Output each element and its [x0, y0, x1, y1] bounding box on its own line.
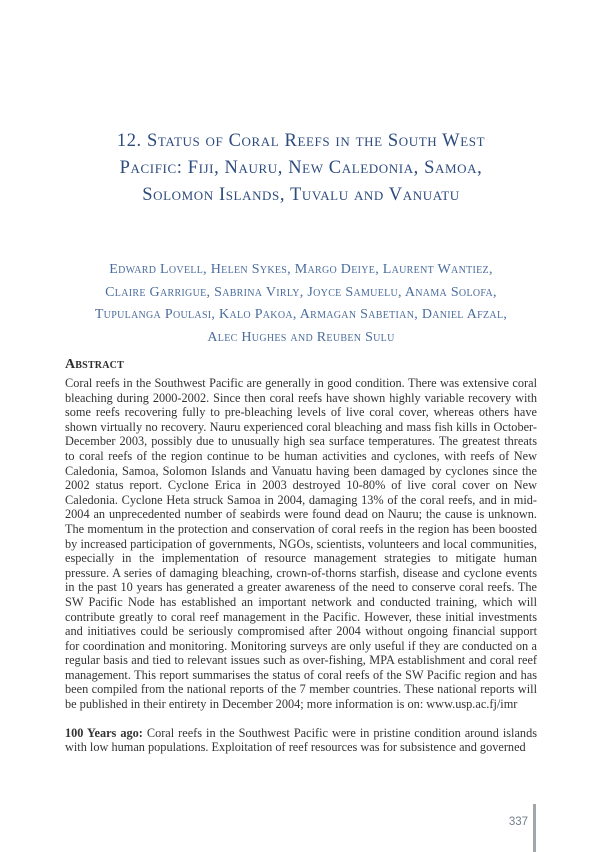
title-line-1: 12. Status of Coral Reefs in the South West: [116, 131, 486, 151]
footer-rule: [533, 804, 536, 852]
author-line-1: Edward Lovell, Helen Sykes, Margo Deiye, Laurent Wantiez,: [109, 262, 493, 277]
page-title: [65, 128, 537, 209]
author-line-4: Alec Hughes and Reuben Sulu: [207, 329, 395, 345]
title-line-3: Solomon Islands, Tuvalu and Vanuatu: [142, 185, 460, 205]
paragraph-lead: 100 Years ago:: [65, 725, 143, 740]
authors-block: [65, 259, 537, 349]
page-number: 337: [508, 816, 528, 828]
abstract-body: Coral reefs in the Southwest Pacific are generally in good condition. There was extensive coral bleaching during 2000-2002. Since then coral reefs have shown highly variable recovery with some reefs recovering fully to pre-bleaching levels of live coral cover, whereas others have shown virtually no recovery. Nauru experienced coral bleaching and mass fish kills in October-December 2003, possibly due to unusually high sea surface temperatures. The greatest threats to coral reefs of the region continue to be human activities and cyclones, with reefs of New Caledonia, Samoa, Solomon Islands and Vanuatu having been damaged by cyclones since the 2002 status report. Cyclone Erica in 2003 destroyed 10-80% of live coral cover on New Caledonia. Cyclone Heta struck Samoa in 2004, damaging 13% of the coral reefs, and in mid-2004 an unprecedented number of seabirds were found dead on Nauru; the cause is unknown. The momentum in the protection and conservation of coral reefs in the region has been boosted by increased participation of governments, NGOs, scientists, volunteers and local communities, especially in the implementation of resource management strategies to mitigate human pressure. A series of damaging bleaching, crown-of-thorns starfish, disease and cyclone events in the past 10 years has generated a greater awareness of the need to conserve coral reefs. The SW Pacific Node has established an important network and conducted training, which will contribute greatly to coral reef management in the Pacific. However, these initial investments and initiatives could be seriously compromised after 2004 without ongoing financial support for coordination and monitoring. Monitoring surveys are only useful if they are conducted on a regular basis and tied to relevant issues such as over-fishing, MPA establishment and coral reef management. This report summarises the status of coral reefs of the SW Pacific region and has been compiled from the national reports of the 7 member countries. These national reports will be published in their entirety in December 2004; more information is on: www.usp.ac.fj/imr: [65, 376, 537, 712]
abstract-heading: Abstract: [65, 357, 124, 372]
author-line-3: Tupulanga Poulasi, Kalo Pakoa, Armagan Sabetian, Daniel Afzal,: [94, 307, 508, 322]
title-line-2: Pacific: Fiji, Nauru, New Caledonia, Samoa,: [119, 158, 483, 178]
author-line-2: Claire Garrigue, Sabrina Virly, Joyce Samuelu, Anama Solofa,: [105, 284, 497, 300]
paragraph-text: Coral reefs in the Southwest Pacific were in pristine condition around islands with low human populations. Exploitation of reef resources was for subsistence and governed: [65, 725, 537, 755]
hundred-years-paragraph: [65, 726, 537, 755]
